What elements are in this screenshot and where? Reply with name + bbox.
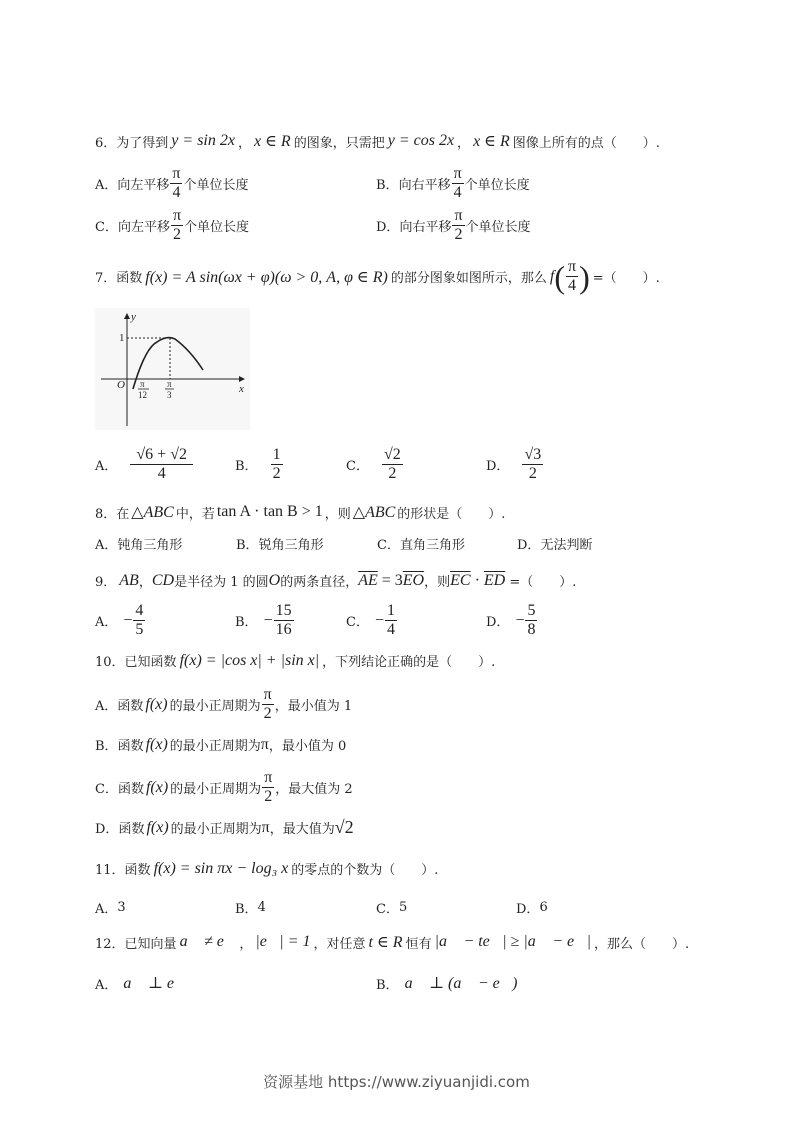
math-expression: a⃗ ⊥ (a⃗ − e⃗) [404, 975, 518, 992]
minus-sign: − [123, 611, 133, 629]
numerator: π [567, 258, 577, 275]
denominator: 2 [272, 465, 281, 482]
stem-text: ，对任意 [313, 936, 366, 952]
math-expression: t ∈ R [368, 934, 403, 951]
question-9-option-d[interactable] [486, 602, 538, 639]
question-number: 7． [95, 271, 117, 286]
option-label: A． [95, 615, 118, 630]
stem-text: 已知函数 [124, 655, 177, 670]
question-11-option-d[interactable] [516, 898, 548, 917]
stem-text: 在 [116, 506, 130, 522]
stem-text: 的两条直径， [280, 575, 359, 590]
math-expression: f(x) [145, 735, 168, 753]
numerator: 1 [386, 602, 395, 619]
denominator: 4 [157, 465, 166, 482]
svg-text:π: π [167, 379, 172, 389]
option-text: 函数 [118, 822, 145, 837]
question-9-option-c[interactable] [346, 602, 398, 639]
stem-text: 已知向量 [124, 936, 177, 952]
fraction [262, 769, 274, 806]
svg-text:12: 12 [138, 390, 147, 400]
math-expression: CD [151, 571, 175, 589]
fraction [130, 446, 193, 483]
question-7-option-a[interactable] [95, 446, 194, 483]
denominator: 2 [388, 465, 397, 482]
question-10-option-c[interactable] [95, 769, 353, 806]
stem-text: ，下列结论正确的是（ ）. [322, 655, 496, 670]
numerator: 15 [275, 602, 292, 619]
question-10-option-b[interactable] [95, 735, 346, 754]
math-expression: f(x) = sin πx − log₃ x [153, 859, 289, 877]
option-label: D． [376, 220, 400, 235]
math-expression: |a⃗ − te⃗| ≥ |a⃗ − e⃗| [434, 933, 591, 950]
footer-watermark: 资源基地 https://www.ziyuanjidi.com [263, 1073, 530, 1091]
math-expression: a⃗ ⊥ e⃗ [123, 975, 187, 992]
numerator: π [172, 165, 181, 182]
denominator: 4 [453, 184, 462, 201]
function-graph [95, 308, 250, 430]
question-11-option-c[interactable] [376, 898, 407, 917]
option-text: 向右平移 [398, 178, 451, 193]
stem-text: 是半径为 1 的圆 [174, 575, 269, 590]
question-6-option-b[interactable] [376, 165, 530, 202]
question-12-option-a[interactable] [95, 973, 186, 993]
numerator: 4 [135, 602, 144, 619]
numerator: √2 [383, 446, 401, 463]
option-text: ，最小值为 0 [268, 739, 347, 754]
option-text: 个单位长度 [184, 220, 250, 235]
question-8-option-c[interactable] [377, 534, 465, 553]
option-text: 的最小正周期为 [170, 782, 262, 797]
option-label: C． [346, 459, 369, 474]
numerator: 1 [272, 446, 281, 463]
denominator: 2 [173, 226, 181, 243]
question-8-option-d[interactable] [517, 534, 592, 553]
minus-sign: − [263, 611, 273, 629]
option-text: 4 [257, 900, 266, 915]
stem-text: ，则 [324, 506, 351, 522]
minus-sign: − [374, 611, 384, 629]
option-label: D． [517, 538, 541, 553]
y-axis-label: y [131, 311, 136, 323]
fraction [566, 258, 578, 295]
question-7-option-c[interactable] [346, 446, 404, 483]
option-label: A． [95, 459, 118, 474]
fraction [274, 602, 294, 639]
option-label: A． [95, 538, 118, 553]
y-tick-1: 1 [119, 332, 125, 344]
question-11-option-a[interactable] [95, 898, 126, 917]
math-expression: tan A · tan B > 1 [216, 503, 323, 520]
svg-text:3: 3 [167, 390, 172, 400]
minus-sign: − [515, 611, 525, 629]
math-expression: π [261, 818, 270, 836]
math-expression: · [470, 571, 484, 589]
question-11-option-b[interactable] [235, 898, 266, 917]
fraction [525, 602, 537, 639]
question-6-option-a[interactable] [95, 165, 249, 202]
stem-text: =（ ）. [592, 271, 660, 286]
option-label: B． [376, 977, 399, 993]
stem-text: 函数 [116, 271, 143, 286]
stem-text: 的零点的个数为（ ）. [291, 863, 439, 878]
numerator: √6 + √2 [130, 446, 193, 465]
question-7-option-d[interactable] [486, 446, 544, 483]
question-6-option-d[interactable] [376, 207, 531, 244]
option-text: 无法判断 [540, 538, 593, 553]
stem-text: 函数 [124, 863, 151, 878]
numerator: √3 [524, 446, 542, 463]
fraction [385, 602, 397, 639]
math-expression: |e⃗| = 1 [255, 933, 311, 950]
option-label: C． [346, 615, 369, 630]
option-text: ，最大值为 [269, 822, 335, 837]
question-10-option-d[interactable] [95, 817, 354, 838]
vector-ae: $\overline{AE}$ [358, 571, 378, 589]
option-label: A． [95, 699, 118, 714]
denominator: 5 [135, 621, 144, 638]
math-expression: f(x) [146, 818, 169, 836]
math-expression: f(x) = A sin(ωx + φ)(ω > 0, A, φ ∈ R) [145, 268, 388, 286]
question-number: 11． [95, 863, 125, 878]
option-text: 的最小正周期为 [169, 739, 261, 754]
denominator: 4 [172, 184, 181, 201]
denominator: 2 [528, 465, 537, 482]
option-label: D． [95, 822, 119, 837]
option-text: 函数 [117, 699, 144, 714]
stem-text: 为了得到 [116, 135, 169, 151]
option-label: C． [377, 538, 400, 553]
option-text: 5 [398, 900, 408, 915]
option-label: C． [95, 220, 118, 235]
x-axis-label: x [239, 383, 244, 395]
denominator: 4 [386, 621, 395, 638]
option-text: 个单位长度 [465, 220, 531, 235]
option-label: B． [235, 615, 258, 630]
math-expression: π [260, 735, 269, 753]
question-number: 6． [95, 135, 117, 151]
paren-close: ) [579, 258, 590, 295]
stem-text: 恒有 [405, 936, 432, 952]
sine-graph-svg [95, 308, 250, 430]
option-label: A． [95, 977, 118, 993]
question-9-option-a[interactable] [95, 602, 146, 639]
fraction [170, 165, 182, 202]
fraction [133, 602, 145, 639]
math-expression: f [549, 267, 555, 285]
question-7-stem [95, 258, 660, 295]
denominator: 2 [454, 226, 463, 243]
math-expression: √2 [334, 817, 354, 837]
math-expression: △ABC [352, 504, 396, 521]
math-expression: O [268, 571, 281, 589]
option-text: 个单位长度 [183, 178, 249, 193]
option-text: 个单位长度 [464, 178, 530, 193]
option-text: 6 [539, 900, 548, 915]
stem-text: 的图象，只需把 [293, 135, 385, 151]
denominator: 2 [264, 788, 273, 805]
option-label: D． [486, 615, 510, 630]
paren-open: ( [554, 258, 565, 295]
denominator: 4 [568, 277, 577, 294]
question-10-option-a[interactable] [95, 686, 352, 723]
stem-text: 中，若 [175, 506, 215, 522]
numerator: π [172, 207, 182, 224]
option-text: 锐角三角形 [258, 538, 324, 553]
numerator: π [264, 769, 273, 786]
math-expression: f(x) [145, 778, 169, 796]
option-label: C． [95, 782, 118, 797]
fraction [271, 446, 283, 483]
math-expression: AB [119, 571, 139, 589]
stem-text: ， [237, 135, 251, 151]
math-expression: f(x) = |cos x| + |sin x| [179, 651, 320, 669]
option-text: 的最小正周期为 [170, 822, 262, 837]
vector-ec: $\overline{EC}$ [450, 571, 471, 589]
math-expression: x ∈ R [473, 133, 510, 150]
stem-text: 的部分图象如图所示，那么 [390, 271, 547, 286]
question-9-stem [95, 571, 576, 590]
question-number: 8． [95, 506, 117, 522]
numerator: π [454, 207, 463, 224]
question-8-stem [95, 502, 505, 522]
math-expression: = 3 [377, 571, 403, 589]
origin-label: O [117, 379, 125, 391]
stem-text: =（ ）. [505, 575, 577, 590]
fraction [382, 446, 403, 483]
math-expression: △ABC [131, 504, 174, 521]
stem-text: 的形状是（ ）. [397, 506, 506, 522]
option-label: A． [95, 902, 118, 917]
stem-text: 图像上所有的点（ ）. [512, 135, 660, 151]
option-text: 钝角三角形 [117, 538, 183, 553]
math-expression: f(x) [145, 695, 168, 713]
question-number: 9． [95, 575, 117, 590]
option-text: 的最小正周期为 [169, 699, 261, 714]
math-expression: x ∈ R [253, 133, 291, 150]
question-6-stem [95, 131, 660, 151]
question-number: 12． [95, 936, 125, 952]
math-expression: y = sin 2x [171, 132, 235, 149]
math-expression: y = cos 2x [387, 132, 455, 149]
question-number: 10． [95, 655, 125, 670]
option-label: A． [95, 178, 118, 193]
fraction [171, 207, 183, 244]
option-label: B． [376, 178, 399, 193]
option-label: C． [376, 902, 399, 917]
question-7-option-b[interactable] [235, 446, 284, 483]
numerator: 5 [527, 602, 536, 619]
option-label: B． [236, 538, 259, 553]
question-11-stem [95, 859, 438, 878]
svg-text:π: π [140, 379, 145, 389]
stem-text: ，则 [424, 575, 451, 590]
question-10-stem [95, 651, 495, 670]
vector-ed: $\overline{ED}$ [483, 571, 506, 589]
option-text: 向右平移 [399, 220, 452, 235]
option-text: 直角三角形 [399, 538, 465, 553]
question-8-option-b[interactable] [236, 534, 324, 553]
question-12-option-b[interactable] [376, 973, 518, 993]
question-9-option-b[interactable] [235, 602, 295, 639]
option-label: B． [95, 739, 118, 754]
option-text: 向左平移 [117, 220, 170, 235]
denominator: 8 [527, 621, 536, 638]
denominator: 2 [263, 705, 272, 722]
option-label: B． [235, 459, 258, 474]
fraction [522, 446, 543, 483]
option-text: 函数 [117, 739, 144, 754]
option-text: 函数 [117, 782, 144, 797]
stem-text: ，那么（ ）. [594, 936, 690, 952]
question-12-stem [95, 932, 689, 952]
stem-text: ， [239, 936, 253, 952]
option-label: D． [516, 902, 540, 917]
stem-text: ， [138, 575, 152, 590]
question-6-option-c[interactable] [95, 207, 249, 244]
option-text: ，最大值为 2 [275, 782, 353, 797]
question-8-option-a[interactable] [95, 534, 182, 553]
option-label: D． [486, 459, 510, 474]
fraction [452, 207, 464, 244]
denominator: 16 [275, 621, 292, 638]
numerator: π [263, 686, 272, 703]
stem-text: ， [457, 135, 471, 151]
vector-eo: $\overline{EO}$ [402, 571, 425, 589]
math-expression: a⃗ ≠ e⃗ [179, 933, 237, 950]
option-text: ，最小值为 1 [274, 699, 353, 714]
option-text: 向左平移 [117, 178, 170, 193]
option-label: B． [235, 902, 258, 917]
option-text: 3 [117, 900, 126, 915]
fraction [262, 686, 274, 723]
numerator: π [453, 165, 462, 182]
fraction [452, 165, 464, 202]
